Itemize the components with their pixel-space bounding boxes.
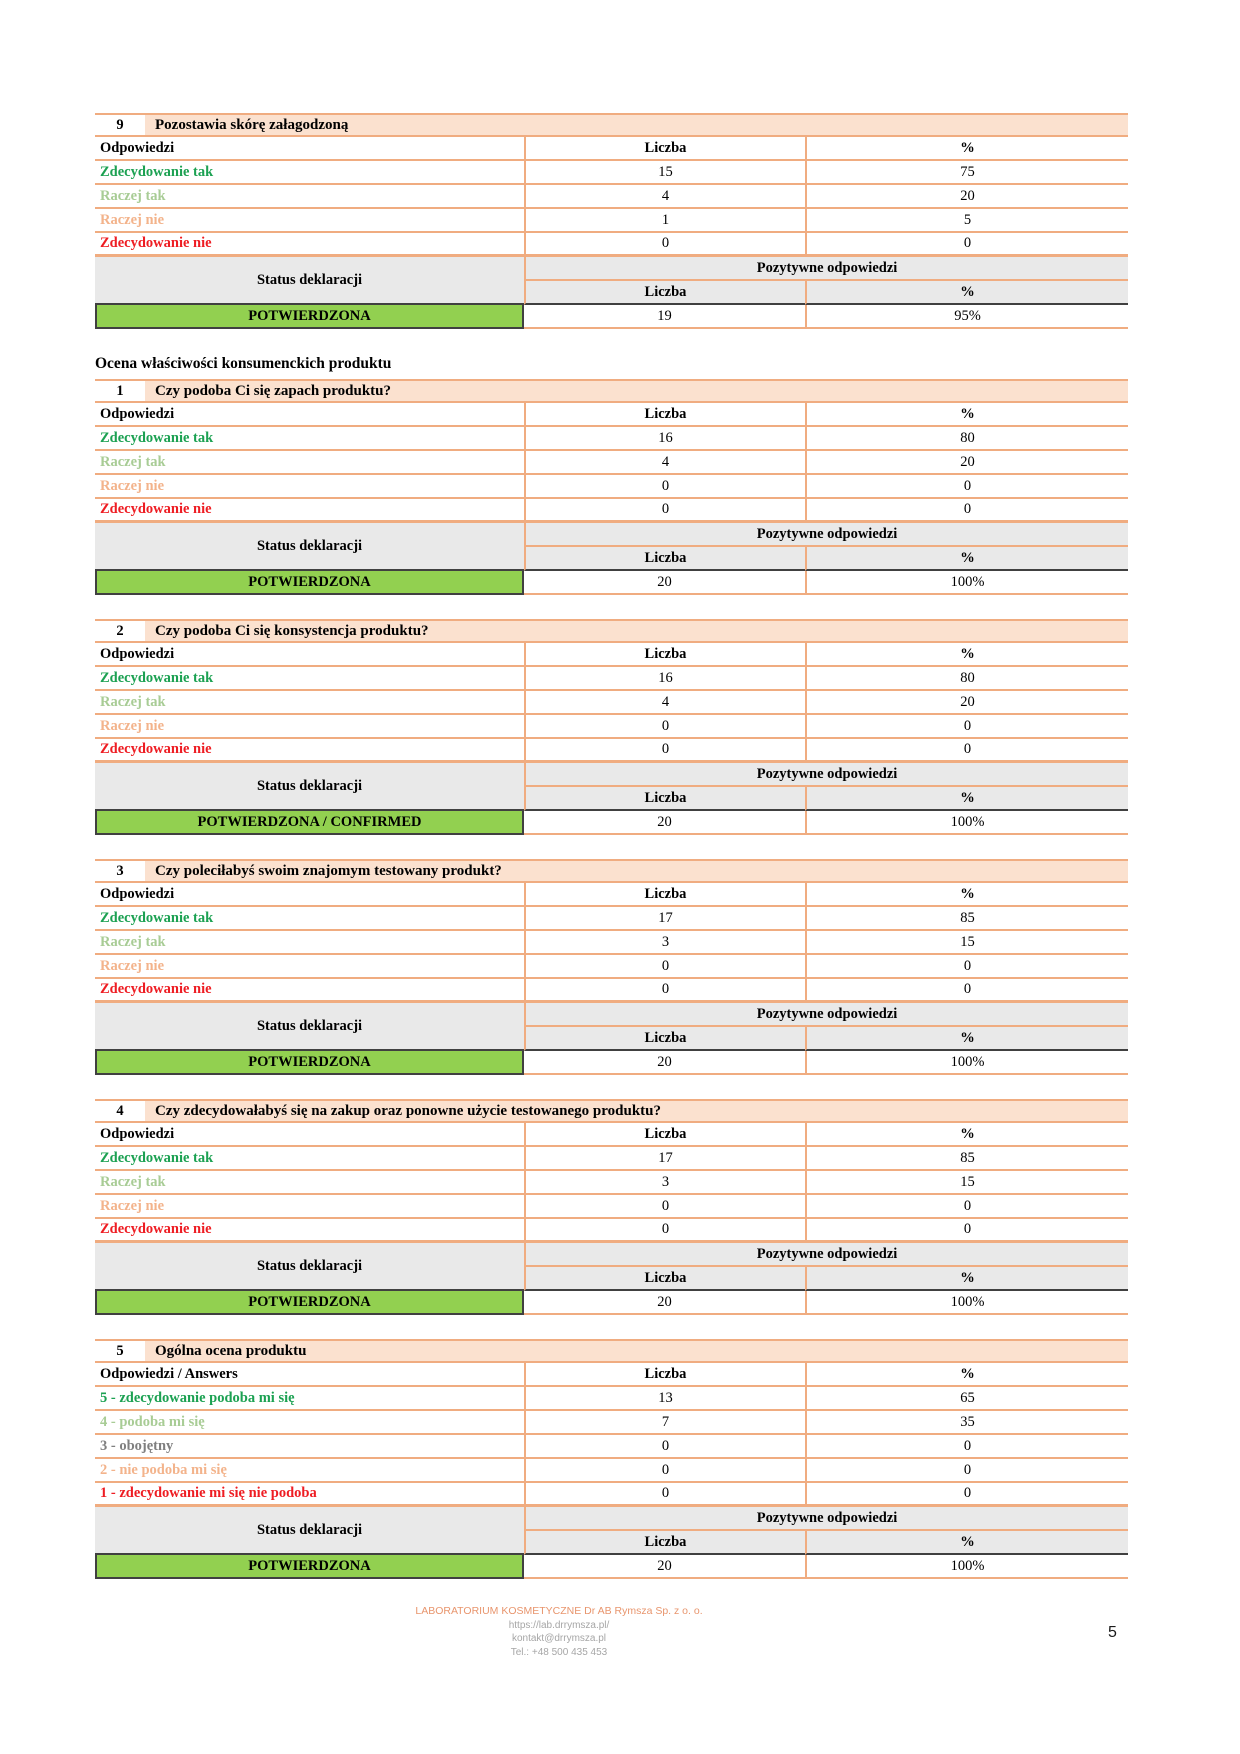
answer-percent: 80 — [805, 667, 1128, 691]
percent-column-header: % — [805, 137, 1128, 161]
answer-percent: 85 — [805, 907, 1128, 931]
status-label-cell: Status deklaracji — [95, 257, 524, 305]
question-text: Czy poleciłabyś swoim znajomym testowany produkt? — [145, 861, 1128, 881]
question-header-row — [95, 1099, 1128, 1123]
question-text: Czy podoba Ci się konsystencja produktu? — [145, 621, 1128, 641]
answer-count: 0 — [524, 499, 805, 523]
status-label-cell: Status deklaracji — [95, 763, 524, 811]
count-column-header: Liczba — [524, 1123, 805, 1147]
status-label-cell: Status deklaracji — [95, 1243, 524, 1291]
answer-percent: 20 — [805, 185, 1128, 209]
answer-count: 16 — [524, 667, 805, 691]
positive-percent-header: % — [805, 547, 1128, 571]
positive-percent-header: % — [805, 787, 1128, 811]
footer-company: LABORATORIUM KOSMETYCZNE Dr AB Rymsza Sp. z o. o. — [415, 1605, 703, 1617]
answer-count: 0 — [524, 1459, 805, 1483]
percent-column-header: % — [805, 883, 1128, 907]
answers-column-header: Odpowiedzi — [95, 137, 524, 161]
question-number: 3 — [95, 861, 145, 881]
footer-email: kontakt@drrymsza.pl — [511, 1633, 607, 1644]
survey-table — [95, 379, 1128, 595]
page-footer — [95, 1605, 1023, 1659]
survey-table — [95, 859, 1128, 1075]
answer-label: 1 - zdecydowanie mi się nie podoba — [95, 1483, 524, 1507]
answer-percent: 75 — [805, 161, 1128, 185]
section-heading: Ocena właściwości konsumenckich produktu — [95, 355, 392, 372]
positive-count-header: Liczba — [524, 1267, 805, 1291]
answer-percent: 0 — [805, 955, 1128, 979]
positive-percent-value: 100% — [805, 571, 1128, 595]
positive-answers-header: Pozytywne odpowiedzi — [524, 523, 1128, 547]
answer-percent: 20 — [805, 451, 1128, 475]
answer-count: 0 — [524, 475, 805, 499]
answer-label: Zdecydowanie nie — [95, 233, 524, 257]
answer-percent: 5 — [805, 209, 1128, 233]
answer-percent: 80 — [805, 427, 1128, 451]
answer-count: 0 — [524, 739, 805, 763]
positive-answers-header: Pozytywne odpowiedzi — [524, 1003, 1128, 1027]
count-column-header: Liczba — [524, 643, 805, 667]
answer-count: 17 — [524, 907, 805, 931]
answers-column-header: Odpowiedzi — [95, 643, 524, 667]
answer-percent: 20 — [805, 691, 1128, 715]
count-column-header: Liczba — [524, 883, 805, 907]
status-label-cell: Status deklaracji — [95, 1507, 524, 1555]
answer-label: Zdecydowanie tak — [95, 427, 524, 451]
positive-percent-header: % — [805, 1027, 1128, 1051]
answer-count: 0 — [524, 1195, 805, 1219]
answer-percent: 0 — [805, 1483, 1128, 1507]
positive-answers-header: Pozytywne odpowiedzi — [524, 763, 1128, 787]
positive-percent-value: 100% — [805, 811, 1128, 835]
footer-website: https://lab.drrymsza.pl/ — [508, 1619, 610, 1631]
count-column-header: Liczba — [524, 1363, 805, 1387]
positive-answers-header: Pozytywne odpowiedzi — [524, 257, 1128, 281]
positive-answers-header: Pozytywne odpowiedzi — [524, 1507, 1128, 1531]
answer-count: 3 — [524, 931, 805, 955]
answer-label: 3 - obojętny — [95, 1435, 524, 1459]
question-text: Pozostawia skórę załagodzoną — [145, 115, 1128, 135]
answer-count: 0 — [524, 233, 805, 257]
page-number: 5 — [1108, 1624, 1117, 1641]
answer-label: Zdecydowanie nie — [95, 1219, 524, 1243]
answer-count: 1 — [524, 209, 805, 233]
status-label-cell: Status deklaracji — [95, 523, 524, 571]
positive-percent-value: 100% — [805, 1555, 1128, 1579]
answer-label: Zdecydowanie tak — [95, 667, 524, 691]
question-header-row — [95, 379, 1128, 403]
answer-percent: 0 — [805, 979, 1128, 1003]
count-column-header: Liczba — [524, 137, 805, 161]
positive-count-value: 20 — [524, 1555, 805, 1579]
answer-count: 0 — [524, 1483, 805, 1507]
answer-percent: 0 — [805, 475, 1128, 499]
status-value-badge: POTWIERDZONA — [95, 1051, 524, 1075]
question-header-row — [95, 1339, 1128, 1363]
answer-count: 13 — [524, 1387, 805, 1411]
answer-percent: 0 — [805, 1435, 1128, 1459]
answer-label: Zdecydowanie nie — [95, 499, 524, 523]
answers-column-header: Odpowiedzi / Answers — [95, 1363, 524, 1387]
positive-count-header: Liczba — [524, 281, 805, 305]
question-header-row — [95, 859, 1128, 883]
answers-column-header: Odpowiedzi — [95, 1123, 524, 1147]
answer-count: 3 — [524, 1171, 805, 1195]
answer-label: Raczej nie — [95, 209, 524, 233]
percent-column-header: % — [805, 643, 1128, 667]
answer-percent: 0 — [805, 233, 1128, 257]
answer-count: 0 — [524, 1435, 805, 1459]
answer-count: 0 — [524, 715, 805, 739]
count-column-header: Liczba — [524, 403, 805, 427]
answer-count: 15 — [524, 161, 805, 185]
answer-label: Raczej tak — [95, 185, 524, 209]
answer-label: Zdecydowanie nie — [95, 979, 524, 1003]
answer-count: 0 — [524, 979, 805, 1003]
positive-count-header: Liczba — [524, 547, 805, 571]
positive-count-value: 20 — [524, 811, 805, 835]
positive-percent-value: 100% — [805, 1051, 1128, 1075]
answer-percent: 35 — [805, 1411, 1128, 1435]
question-number: 2 — [95, 621, 145, 641]
status-value-badge: POTWIERDZONA — [95, 571, 524, 595]
answer-count: 0 — [524, 1219, 805, 1243]
positive-percent-header: % — [805, 281, 1128, 305]
positive-count-header: Liczba — [524, 1531, 805, 1555]
answer-percent: 0 — [805, 1195, 1128, 1219]
answer-label: Zdecydowanie tak — [95, 907, 524, 931]
positive-answers-header: Pozytywne odpowiedzi — [524, 1243, 1128, 1267]
answer-percent: 0 — [805, 715, 1128, 739]
answer-count: 16 — [524, 427, 805, 451]
consumer-table-group — [95, 379, 1128, 1579]
answer-count: 4 — [524, 451, 805, 475]
top-table-group — [95, 113, 1128, 329]
survey-table — [95, 1339, 1128, 1579]
answer-label: Raczej nie — [95, 1195, 524, 1219]
positive-percent-header: % — [805, 1267, 1128, 1291]
status-label-cell: Status deklaracji — [95, 1003, 524, 1051]
answer-percent: 0 — [805, 499, 1128, 523]
answer-label: Raczej nie — [95, 955, 524, 979]
answer-label: 2 - nie podoba mi się — [95, 1459, 524, 1483]
answer-label: Raczej tak — [95, 451, 524, 475]
status-value-badge: POTWIERDZONA — [95, 305, 524, 329]
answer-percent: 15 — [805, 931, 1128, 955]
question-header-row — [95, 619, 1128, 643]
question-number: 5 — [95, 1341, 145, 1361]
percent-column-header: % — [805, 1123, 1128, 1147]
answer-count: 7 — [524, 1411, 805, 1435]
answer-label: 5 - zdecydowanie podoba mi się — [95, 1387, 524, 1411]
answer-label: Zdecydowanie tak — [95, 1147, 524, 1171]
question-number: 1 — [95, 381, 145, 401]
answer-percent: 0 — [805, 1219, 1128, 1243]
answer-label: Raczej nie — [95, 715, 524, 739]
answer-label: Raczej tak — [95, 931, 524, 955]
percent-column-header: % — [805, 403, 1128, 427]
answer-percent: 65 — [805, 1387, 1128, 1411]
answer-count: 4 — [524, 691, 805, 715]
question-header-row — [95, 113, 1128, 137]
answer-label: Zdecydowanie nie — [95, 739, 524, 763]
positive-percent-value: 95% — [805, 305, 1128, 329]
status-value-badge: POTWIERDZONA — [95, 1291, 524, 1315]
answer-count: 0 — [524, 955, 805, 979]
answers-column-header: Odpowiedzi — [95, 403, 524, 427]
positive-count-value: 20 — [524, 1051, 805, 1075]
positive-count-header: Liczba — [524, 1027, 805, 1051]
answer-label: 4 - podoba mi się — [95, 1411, 524, 1435]
status-value-badge: POTWIERDZONA — [95, 1555, 524, 1579]
survey-table — [95, 1099, 1128, 1315]
answer-label: Raczej tak — [95, 1171, 524, 1195]
answer-percent: 0 — [805, 739, 1128, 763]
answer-label: Zdecydowanie tak — [95, 161, 524, 185]
answer-label: Raczej nie — [95, 475, 524, 499]
answer-percent: 85 — [805, 1147, 1128, 1171]
status-value-badge: POTWIERDZONA / CONFIRMED — [95, 811, 524, 835]
answers-column-header: Odpowiedzi — [95, 883, 524, 907]
positive-count-value: 20 — [524, 571, 805, 595]
answer-count: 17 — [524, 1147, 805, 1171]
answer-percent: 15 — [805, 1171, 1128, 1195]
footer-phone: Tel.: +48 500 435 453 — [510, 1646, 608, 1658]
positive-percent-header: % — [805, 1531, 1128, 1555]
question-number: 9 — [95, 115, 145, 135]
percent-column-header: % — [805, 1363, 1128, 1387]
question-text: Czy podoba Ci się zapach produktu? — [145, 381, 1128, 401]
answer-count: 4 — [524, 185, 805, 209]
answer-label: Raczej tak — [95, 691, 524, 715]
survey-table — [95, 113, 1128, 329]
question-number: 4 — [95, 1101, 145, 1121]
question-text: Ogólna ocena produktu — [145, 1341, 1128, 1361]
positive-count-header: Liczba — [524, 787, 805, 811]
question-text: Czy zdecydowałabyś się na zakup oraz ponowne użycie testowanego produktu? — [145, 1101, 1128, 1121]
answer-percent: 0 — [805, 1459, 1128, 1483]
positive-count-value: 19 — [524, 305, 805, 329]
survey-table — [95, 619, 1128, 835]
positive-count-value: 20 — [524, 1291, 805, 1315]
positive-percent-value: 100% — [805, 1291, 1128, 1315]
